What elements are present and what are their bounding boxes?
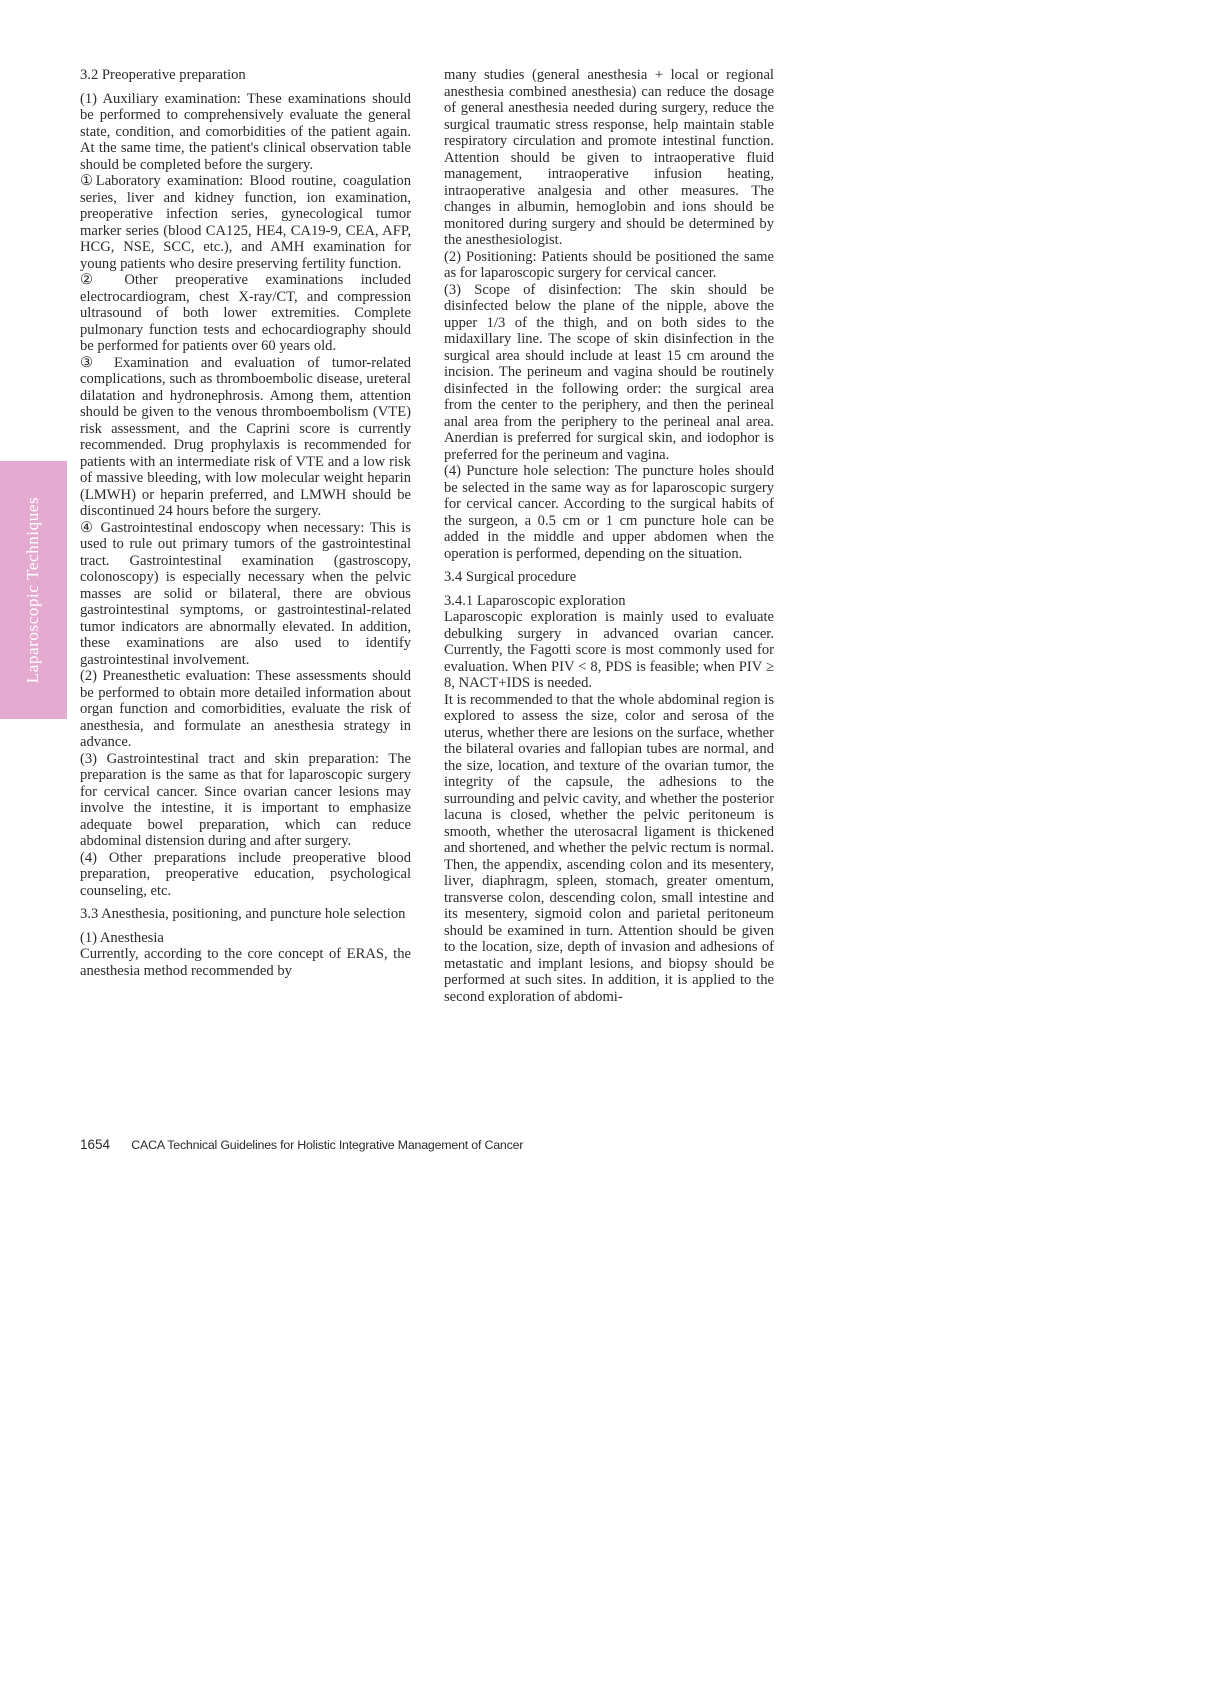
running-title: CACA Technical Guidelines for Holistic Integrative Management of Cancer [131,1138,524,1152]
paragraph-auxiliary-examination: (1) Auxiliary examination: These examinations should be performed to comprehensively evaluate the general state, condition, and comorbidities of the patient again. At the same time, the patient's clinical observation table should be completed before the surgery. [80,90,411,173]
paragraph-laboratory-examination: ①Laboratory examination: Blood routine, coagulation series, liver and kidney function, ion examination, preoperative infection series, gynecological tumor marker series (blood CA125, HE4, CA19-9, CEA, AFP, HCG, NSE, SCC, etc.), and AMH examination for young patients who desire preserving fertility function. [80,173,411,272]
paragraph-tumor-complications: ③ Examination and evaluation of tumor-related complications, such as thromboembolic disease, ureteral dilatation and hydronephrosis. Among them, attention should be given to the venous thromboembolism (VTE) risk assessment, and the Caprini score is currently recommended. Drug prophylaxis is recommended for patients with an intermediate risk of VTE and a low risk of massive bleeding, with low molecular weight heparin (LMWH) or heparin preferred, and LMWH should be discontinued 24 hours before the surgery. [80,354,411,519]
page-footer [80,1137,523,1153]
paragraph-other-preparations: (4) Other preparations include preoperative blood preparation, preoperative education, psychological counseling, etc. [80,849,411,899]
paragraph-preanesthetic-evaluation: (2) Preanesthetic evaluation: These assessments should be performed to obtain more detailed information about organ function and comorbidities, evaluate the risk of anesthesia, and formulate an anesthesia strategy in advance. [80,668,411,750]
section-heading-3-3: 3.3 Anesthesia, positioning, and puncture hole selection [80,906,406,922]
paragraph-anesthesia-continued: many studies (general anesthesia + local or regional anesthesia combined anesthesia) can reduce the dosage of general anesthesia needed during surgery, reduce the surgical traumatic stress response, help maintain stable respiratory circulation and promote intestinal function. Attention should be given to intraoperative fluid management, intraoperative infusion heating, intraoperative analgesia and other measures. The changes in albumin, hemoglobin and ions should be monitored during surgery and should be determined by the anesthesiologist. [444,67,774,248]
side-section-tab-label: Laparoscopic Techniques [23,496,42,684]
right-text-column [444,67,774,1005]
paragraph-disinfection-scope: (3) Scope of disinfection: The skin should be disinfected below the plane of the nipple, above the upper 1/3 of the thigh, and on both sides to the midaxillary line. The scope of skin disinfection in the surgical area should include at least 15 cm around the incision. The perineum and vagina should be routinely disinfected in the following order: the surgical area from the center to the periphery, and then the perineal anal area from the periphery to the perineal anal area. Anerdian is preferred for surgical skin, and iodophor is preferred for the perineum and vagina. [444,281,774,463]
subheading-anesthesia: (1) Anesthesia [80,929,164,946]
page-number: 1654 [80,1137,111,1152]
paragraph-positioning: (2) Positioning: Patients should be positioned the same as for laparoscopic surgery for cervical cancer. [444,248,774,281]
section-heading-3-2: 3.2 Preoperative preparation [80,67,246,83]
section-heading-3-4: 3.4 Surgical procedure [444,569,577,585]
section-heading-3-4-1: 3.4.1 Laparoscopic exploration [444,592,626,609]
paragraph-abdominal-exploration: It is recommended to that the whole abdominal region is explored to assess the size, color and serosa of the uterus, whether there are lesions on the surface, whether the bilateral ovaries and fallopian tubes are normal, and the size, location, and texture of the ovarian tumor, the integrity of the capsule, the adhesions to the surrounding and pelvic cavity, and whether the posterior lacuna is closed, whether the pelvic peritoneum is smooth, whether the uterosacral ligament is thickened and shortened, and whether the pelvic rectum is normal. Then, the appendix, ascending colon and its mesentery, liver, diaphragm, spleen, stomach, greater omentum, transverse colon, descending colon, small intestine and its mesentery, sigmoid colon and parietal peritoneum should be examined in turn. Attention should be given to the location, size, depth of invasion and adhesions of metastatic and implant lesions, and biopsy should be performed at such sites. In addition, it is applied to the second exploration of abdomi- [444,691,774,1005]
paragraph-puncture-hole-selection: (4) Puncture hole selection: The puncture holes should be selected in the same way as for laparoscopic surgery for cervical cancer. According to the surgical habits of the surgeon, a 0.5 cm or 1 cm puncture hole can be added in the middle and upper abdomen when the operation is performed, depending on the situation. [444,463,774,562]
paragraph-gastrointestinal-endoscopy: ④ Gastrointestinal endoscopy when necessary: This is used to rule out primary tumors of the gastrointestinal tract. Gastrointestinal examination (gastroscopy, colonoscopy) is especially necessary when the pelvic masses are solid or bilateral, there are obvious gastrointestinal symptoms, or gastrointestinal-related tumor indicators are abnormally elevated. In addition, these examinations are also used to identify gastrointestinal involvement. [80,519,411,668]
paragraph-laparoscopic-exploration: Laparoscopic exploration is mainly used to evaluate debulking surgery in advanced ovarian cancer. Currently, the Fagotti score is most commonly used for evaluation. When PIV < 8, PDS is feasible; when PIV ≥ 8, NACT+IDS is needed. [444,609,774,691]
left-text-column [80,67,411,979]
paragraph-gi-skin-preparation: (3) Gastrointestinal tract and skin preparation: The preparation is the same as that for laparoscopic surgery for cervical cancer. Since ovarian cancer lesions may involve the intestine, it is important to emphasize adequate bowel preparation, which can reduce abdominal distension during and after surgery. [80,750,411,849]
paragraph-anesthesia: Currently, according to the core concept of ERAS, the anesthesia method recommended by [80,946,411,979]
paragraph-other-examinations: ② Other preoperative examinations included electrocardiogram, chest X-ray/CT, and compression ultrasound of both lower extremities. Complete pulmonary function tests and echocardiography should be performed for patients over 60 years old. [80,272,411,354]
